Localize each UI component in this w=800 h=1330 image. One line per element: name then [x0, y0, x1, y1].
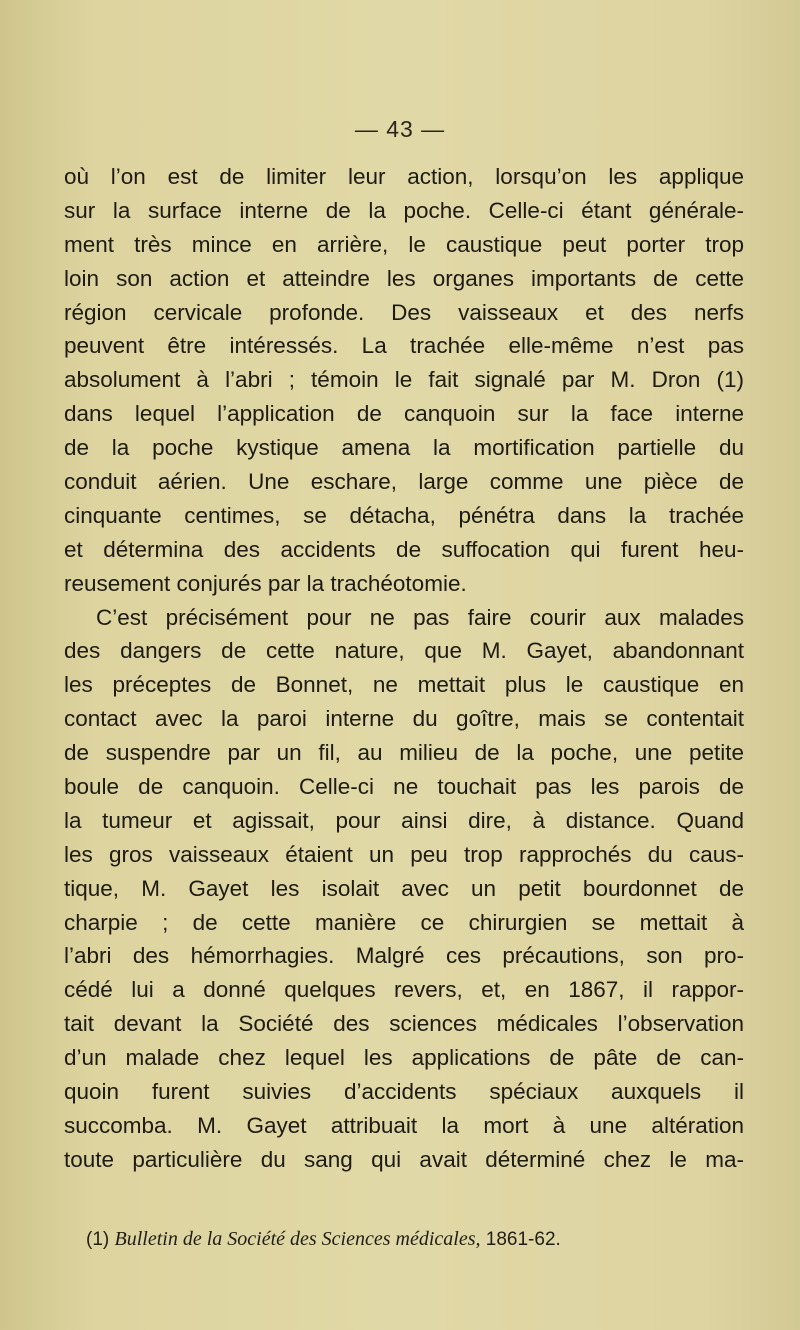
text-line: tait devant la Société des sciences médicales l’observation	[64, 1011, 744, 1037]
text-line: succomba. M. Gayet attribuait la mort à une altération	[64, 1112, 744, 1138]
text-line: charpie ; de cette manière ce chirurgien se mettait à	[64, 909, 744, 935]
text-line: ment très mince en arrière, le caustique peut porter trop	[64, 231, 744, 257]
text-line: d’un malade chez lequel les applications de pâte de can-	[64, 1045, 744, 1071]
body-text	[64, 160, 744, 1177]
text-line: les préceptes de Bonnet, ne mettait plus le caustique en	[64, 672, 744, 698]
text-line: et détermina des accidents de suffocation qui furent heu-	[64, 536, 744, 562]
text-line: absolument à l’abri ; témoin le fait signalé par M. Dron (1)	[64, 367, 744, 393]
text-line: toute particulière du sang qui avait déterminé chez le ma-	[64, 1146, 744, 1172]
page-number: — 43 —	[354, 116, 446, 142]
text-line: conduit aérien. Une eschare, large comme une pièce de	[64, 469, 744, 495]
text-line: l’abri des hémorrhagies. Malgré ces précautions, son pro-	[64, 943, 744, 969]
text-line: dans lequel l’application de canquoin sur la face interne	[64, 401, 744, 427]
footnote-marker: (1)	[86, 1229, 110, 1250]
text-line: C’est précisément pour ne pas faire courir aux malades	[96, 604, 744, 630]
text-line: de la poche kystique amena la mortification partielle du	[64, 435, 744, 461]
text-line: boule de canquoin. Celle-ci ne touchait pas les parois de	[64, 774, 744, 800]
text-line: des dangers de cette nature, que M. Gayet, abandonnant	[64, 638, 744, 664]
text-line: de suspendre par un fil, au milieu de la poche, une petite	[64, 740, 744, 766]
text-line: cédé lui a donné quelques revers, et, en 1867, il rappor-	[64, 977, 744, 1003]
footnote-years: 1861-62.	[485, 1229, 561, 1250]
text-line: quoin furent suivies d’accidents spéciaux auxquels il	[64, 1079, 744, 1105]
text-line: loin son action et atteindre les organes importants de cette	[64, 265, 744, 291]
text-line: région cervicale profonde. Des vaisseaux et des nerfs	[64, 299, 744, 325]
text-line: reusement conjurés par la trachéotomie.	[64, 570, 467, 596]
text-line: peuvent être intéressés. La trachée elle-même n’est pas	[64, 333, 744, 359]
text-line: sur la surface interne de la poche. Celle-ci étant générale-	[64, 197, 744, 223]
text-line: où l’on est de limiter leur action, lorsqu’on les applique	[64, 164, 744, 189]
text-line: tique, M. Gayet les isolait avec un petit bourdonnet de	[64, 875, 744, 901]
text-line: contact avec la paroi interne du goître, mais se contentait	[64, 706, 744, 732]
text-line: les gros vaisseaux étaient un peu trop rapprochés du caus-	[64, 841, 744, 867]
footnote	[86, 1226, 746, 1253]
text-line: la tumeur et agissait, pour ainsi dire, à distance. Quand	[64, 807, 744, 833]
footnote-source: Bulletin de la Société des Sciences médicales,	[114, 1228, 481, 1250]
text-line: cinquante centimes, se détacha, pénétra dans la trachée	[64, 502, 744, 528]
